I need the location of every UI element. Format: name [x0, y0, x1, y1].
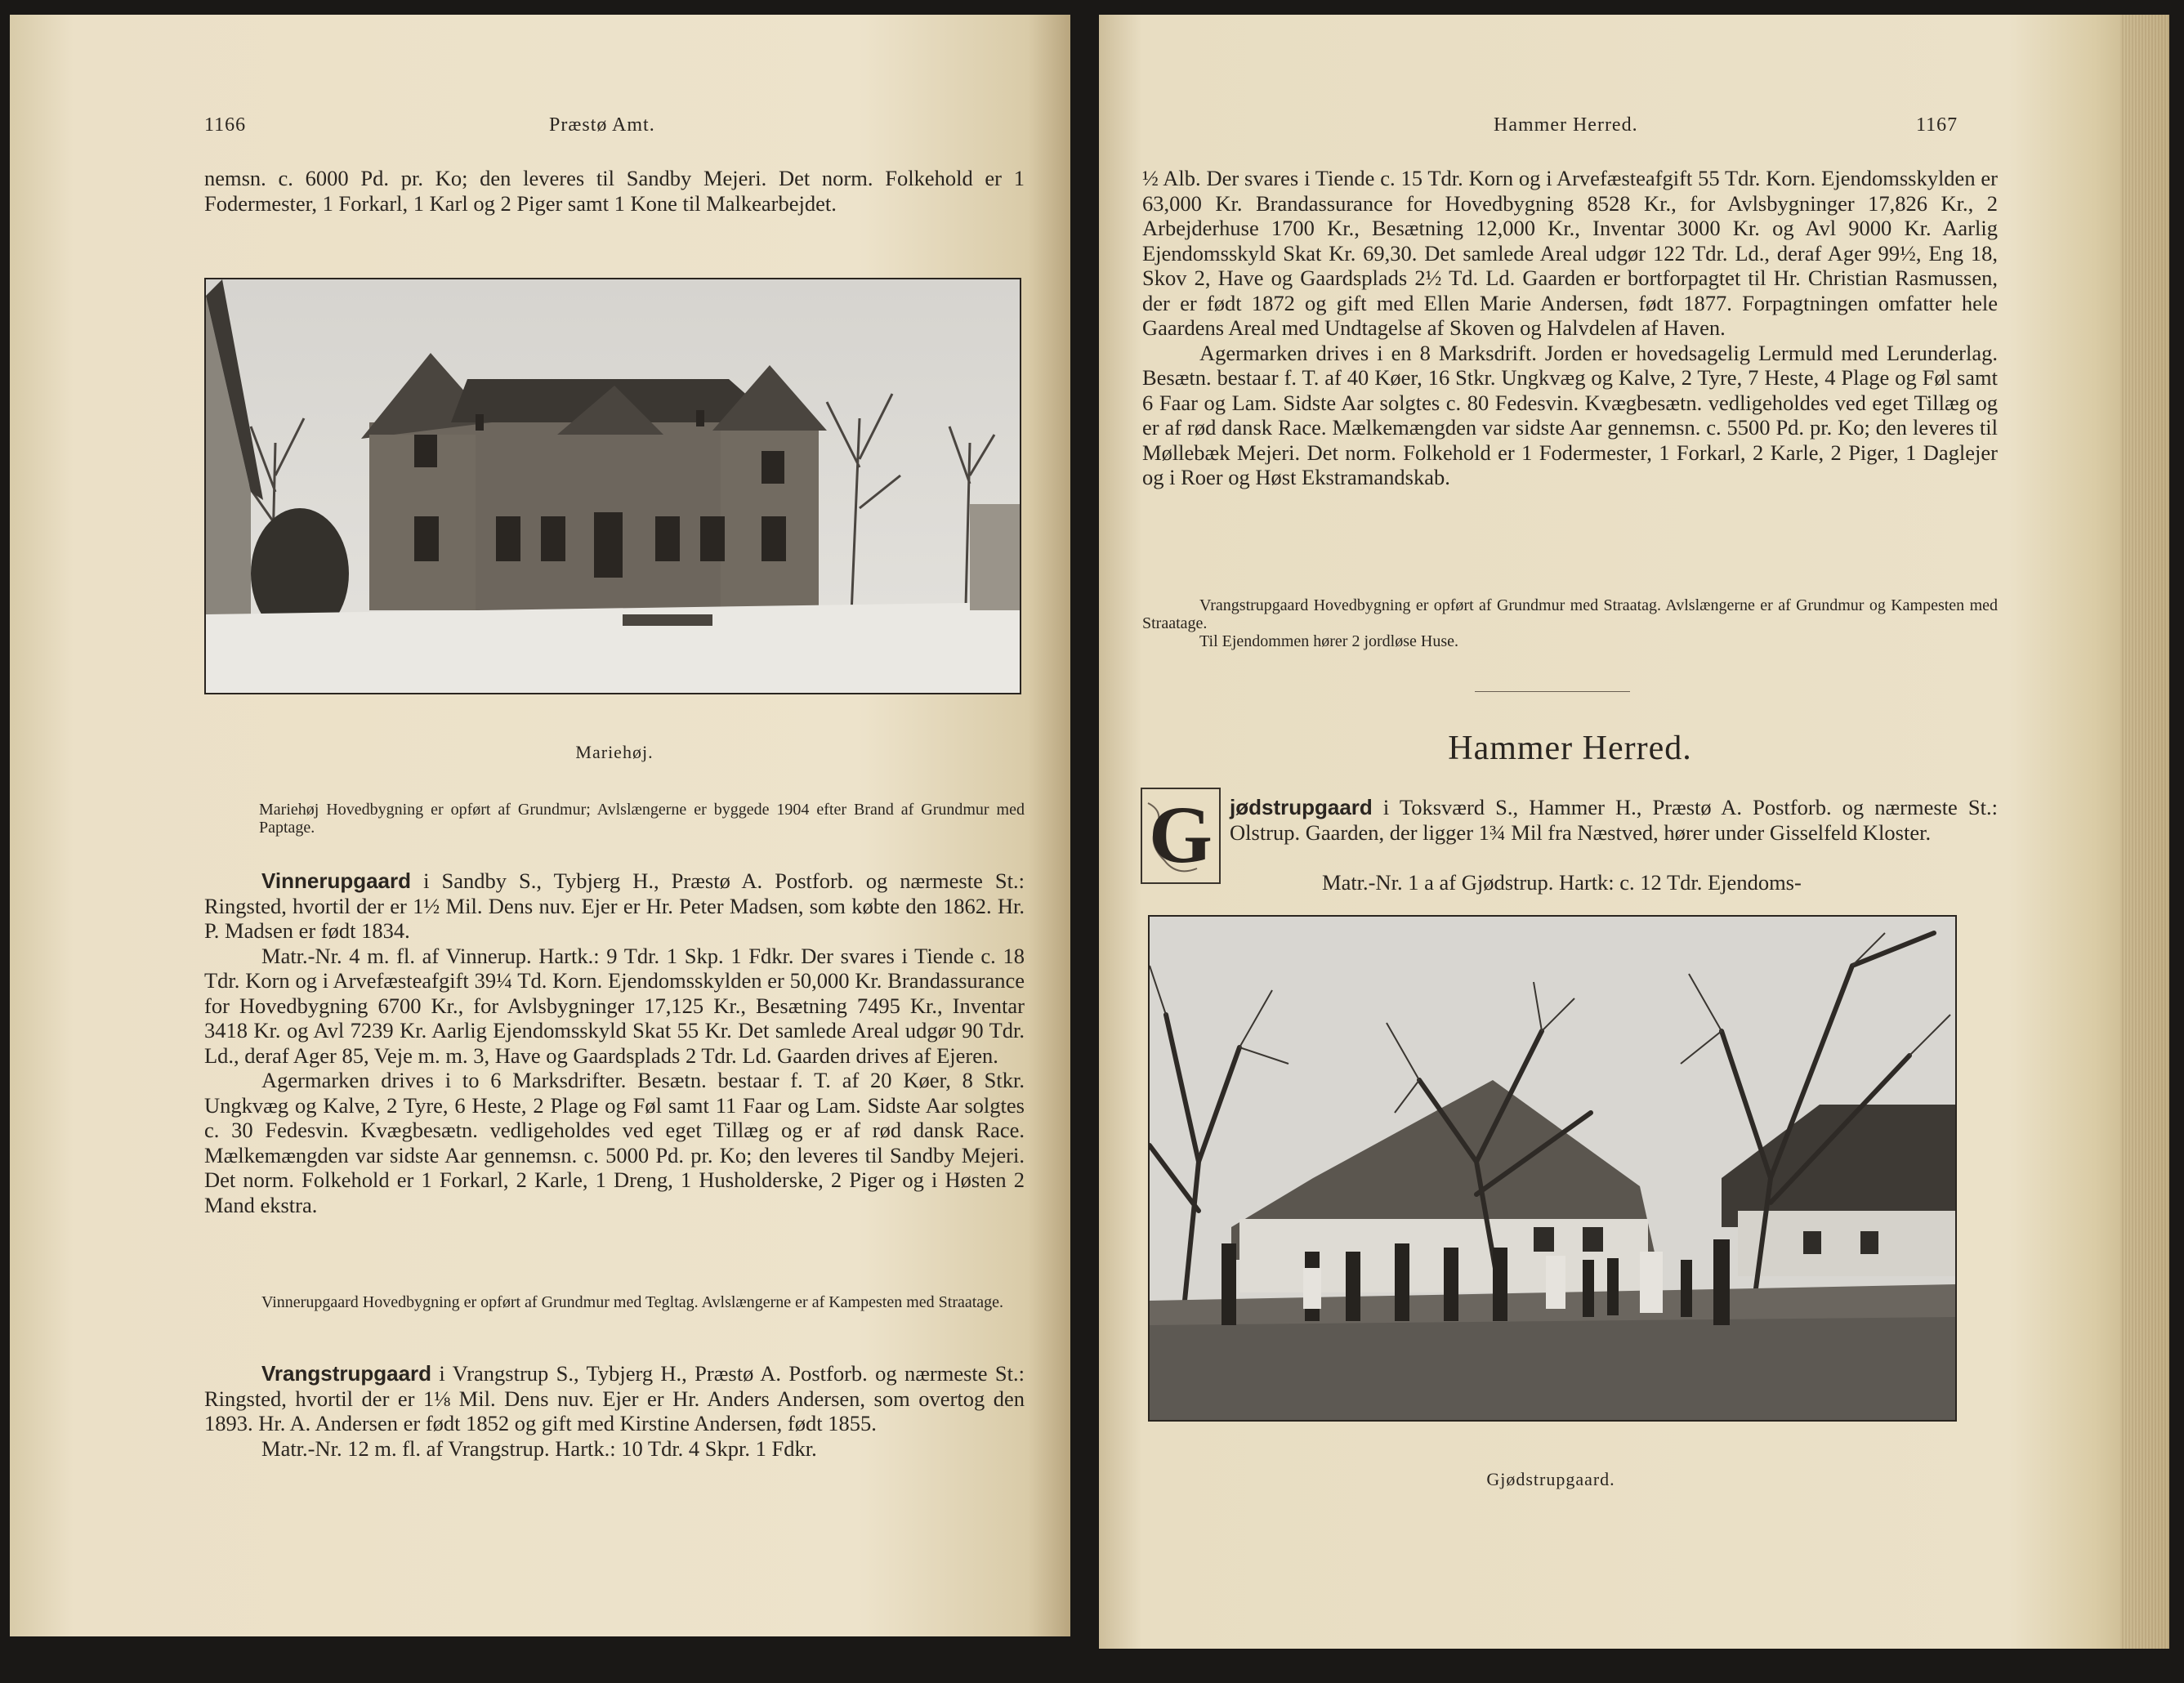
- entry-vinnerupgaard: Vinnerupgaard i Sandby S., Tybjerg H., Præstø A. Postforb. og nærmeste St.: Ringsted, hvortil der er 1½ Mil. Dens nuv. Ejer er Hr. Peter Madsen, som købte den 1862. Hr. P. Madsen er født 1834. Matr.-Nr. 4 m. fl. af Vinnerup. Hartk.: 9 Tdr. 1 Skp. 1 Fdkr. Der svares i Tiende c. 18 Tdr. Korn og i Arvefæsteafgift 39¼ Td. Korn. Ejendomsskylden er 50,000 Kr. Brandassurance for Hovedbygning 6700 Kr., for Avlsbygninger 17,125 Kr., Besætning 7495 Kr., Inventar 3418 Kr. og Avl 7239 Kr. Aarlig Ejendomsskyld Skat 55 Kr. Det samlede Areal udgør 90 Tdr. Ld., deraf Ager 85, Veje m. m. 3, Have og Gaardsplads 2 Tdr. Ld. Gaarden drives af Ejeren. Agermarken drives i to 6 Marksdrifter. Besætn. bestaar f. T. af 20 Køer, 8 Stkr. Ungkvæg og Kalve, 2 Tyre, 6 Heste, 2 Plage og Føl samt 11 Faar og Lam. Sidste Aar solgtes c. 30 Fedesvin. Kvægbesætn. vedligeholdes ved eget Tillæg og er af rød dansk Race. Mælkemængden var sidste Aar gennemsn. c. 5000 Pd. pr. Ko; den leveres til Sandby Mejeri. Det norm. Folkehold er 1 Forkarl, 2 Karle, 1 Dreng, 1 Husholderske, 2 Piger og i Høsten 2 Mand ekstra.: [204, 868, 1025, 1217]
- entry-gjodstrupgaard: jødstrupgaard i Toksværd S., Hammer H., Præstø A. Postforb. og nærmeste St.: Olstrup. Gaarden, der ligger 1¾ Mil fra Næstved, hører under Gisselfeld Kloster.: [1230, 795, 1998, 845]
- entry-matr: Matr.-Nr. 1 a af Gjødstrup. Hartk: c. 12 Tdr. Ejendoms-: [1322, 870, 1802, 895]
- entry-note: Vinnerupgaard Hovedbygning er opført af Grundmur med Tegltag. Avlslængerne er af Kampesten med Straatage.: [261, 1293, 1004, 1311]
- section-title: Hammer Herred.: [1448, 730, 1692, 767]
- page-number: 1166: [204, 114, 247, 136]
- running-head: Hammer Herred.: [1494, 114, 1638, 136]
- photo-caption: Gjødstrupgaard.: [1486, 1469, 1615, 1489]
- entry-name: jødstrupgaard: [1230, 795, 1373, 819]
- intro-paragraph: nemsn. c. 6000 Pd. pr. Ko; den leveres til Sandby Mejeri. Det norm. Folkehold er 1 Fodermester, 1 Forkarl, 1 Karl og 2 Piger samt 1 Kone til Malkearbejdet.: [204, 166, 1025, 216]
- photo-note: Mariehøj Hovedbygning er opført af Grundmur; Avlslængerne er byggede 1904 efter Brand af Grundmur med Paptage.: [259, 801, 1025, 837]
- right-page: [1099, 15, 2169, 1649]
- entry-vrangstrupgaard: Vrangstrupgaard i Vrangstrup S., Tybjerg H., Præstø A. Postforb. og nærmeste St.: Ringsted, hvortil der er 1⅛ Mil. Dens nuv. Ejer er Hr. Anders Andersen, som overtog den 1893. Hr. A. Andersen er født 1852 og gift med Kirstine Andersen, født 1855. Matr.-Nr. 12 m. fl. af Vrangstrup. Hartk.: 10 Tdr. 4 Skpr. 1 Fdkr.: [204, 1361, 1025, 1461]
- continuation-text: ½ Alb. Der svares i Tiende c. 15 Tdr. Korn og i Arvefæsteafgift 55 Tdr. Korn. Ejendomsskylden er 63,000 Kr. Brandassurance for Hovedbygning 8528 Kr., for Avlsbygninger 17,826 Kr., 2 Arbejderhuse 1700 Kr., Besætning 12,000 Kr., Inventar 3000 Kr. og Avl 9000 Kr. Aarlig Ejendomsskyld Skat Kr. 69,30. Det samlede Areal udgør 122 Tdr. Ld., deraf Ager 99½, Eng 18, Skov 2, Have og Gaardsplads 2½ Td. Ld. Gaarden er bortforpagtet til Hr. Christian Rasmussen, der er født 1872 og gift med Ellen Marie Andersen, født 1877. Forpagtningen omfatter hele Gaardens Areal med Undtagelse af Skoven og Halvdelen af Haven. Agermarken drives i en 8 Marksdrift. Jorden er hovedsagelig Lermuld med Lerunderlag. Besætn. bestaar f. T. af 40 Køer, 16 Stkr. Ungkvæg og Kalve, 2 Tyre, 7 Heste, 4 Plage og Føl samt 6 Faar og Lam. Sidste Aar solgtes c. 80 Fedesvin. Kvægbesætn. vedligeholdes ved eget Tillæg og er af rød dansk Race. Mælkemængden var sidste Aar gennemsn. c. 5500 Pd. pr. Ko; den leveres til Møllebæk Mejeri. Det norm. Folkehold er 1 Fodermester, 1 Forkarl, 2 Karle, 2 Piger, 1 Daglejer og i Roer og Høst Ekstramandskab.: [1142, 166, 1998, 489]
- page-edge: [2120, 15, 2169, 1649]
- page-number: 1167: [1916, 114, 1958, 136]
- mariehoj-image: [206, 279, 1020, 693]
- svg-text:G: G: [1149, 789, 1213, 880]
- divider: [1475, 691, 1630, 692]
- left-page: [10, 15, 1070, 1636]
- photo-caption: Mariehøj.: [575, 742, 654, 762]
- entry-name: Vrangstrupgaard: [261, 1361, 432, 1386]
- photo-gjodstrupgaard: [1148, 915, 1957, 1422]
- entry-name: Vinnerupgaard: [261, 868, 412, 893]
- photo-mariehoj: [204, 278, 1021, 694]
- gjodstrupgaard-image: [1150, 917, 1955, 1420]
- building-note: Vrangstrupgaard Hovedbygning er opført af Grundmur med Straatag. Avlslængerne er af Grundmur og Kampesten med Straatage. Til Ejendommen hører 2 jordløse Huse.: [1142, 596, 1998, 650]
- running-head: Præstø Amt.: [549, 114, 655, 136]
